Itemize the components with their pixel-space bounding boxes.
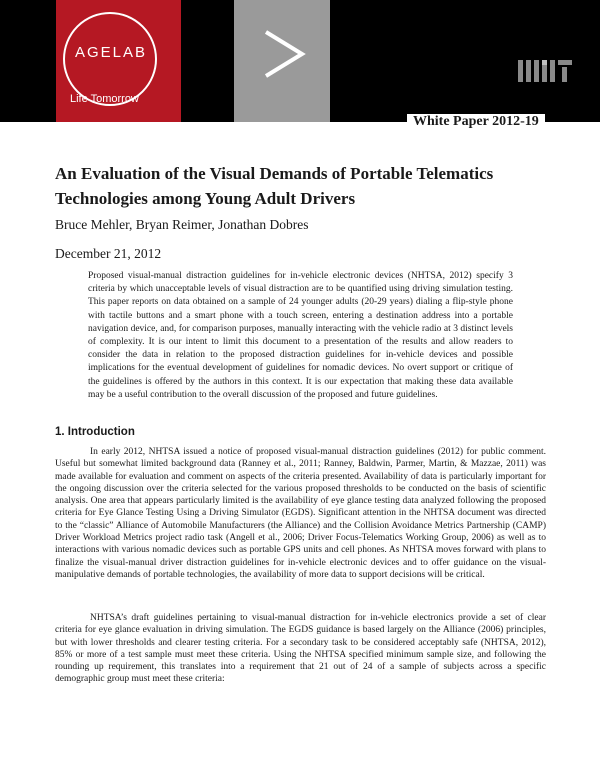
paper-title: An Evaluation of the Visual Demands of Portable Telematics Technologies among Young Adult Drivers <box>55 164 494 208</box>
arrow-panel <box>234 0 330 122</box>
chevron-right-icon <box>262 28 306 80</box>
abstract: Proposed visual-manual distraction guidelines for in-vehicle electronic devices (NHTSA, 2012) specify 3 criteria by which unacceptable levels of visual distraction are to be quantified using driving simulation testing. This paper reports on data obtained on a sample of 24 younger adults (20-29 years) dialing a flip-style phone with tactile buttons and a smart phone with a touch screen, entering a destination address into a portable navigation device, and, for comparison purposes, manually interacting with the vehicle radio at 3 distinct levels of complexity. It is our intent to limit this document to a presentation of the results and allow readers to consider the data in relation to the proposed distraction guidelines for in-vehicle devices and possible implications for the eventual development of guidelines for nomadic devices. No overt support or critique of the guidelines is offered by the authors in this context. It is our expectation that making these data available may be a useful contribution to the overall discussion of the proposed and future guidelines. <box>88 271 513 400</box>
agelab-logo <box>56 0 181 122</box>
logo-tagline: Life Tomorrow <box>70 93 139 105</box>
introduction-paragraph-1: In early 2012, NHTSA issued a notice of proposed visual-manual distraction guidelines (2012) for public comment. Useful but somewhat limited background data (Ranney et al., 2011; Ranney, Baldwin, Parmer, Martin, & Mazzae, 2011) was made available for evaluation and comment on aspects of the criteria presented. Availability of data is particularly important for the ongoing discussion over the criteria selected for the various proposed thresholds to be conducted on the basis of scientific analysis. One area that appears particularly limited is the availability of eye glance testing data analyzed following the proposed criteria for Eye Glance Testing Using a Driving Simulator (EGDS). Significant attention in the NHTSA document was directed to the “classic” Alliance of Automobile Manufacturers (the Alliance) and the Collision Avoidance Metrics Partnership (CAMP) Driver Workload Metrics project radio task (Angell et al., 2006; Driver Focus-Telematics Working Group, 2006) as well as to interactions with various nomadic devices such as portable GPS units and cell phones. As NHTSA moves forward with plans to finalize the visual-manual driver distraction guidelines for in-vehicle electronic devices and to offer guidance on the visual-manipulative demands of portable technologies, the availability of more data to support decisions will be critical. <box>55 447 546 580</box>
section-heading-introduction: 1. Introduction <box>55 426 135 438</box>
authors: Bruce Mehler, Bryan Reimer, Jonathan Dobres <box>55 217 309 232</box>
white-paper-number: White Paper 2012-19 <box>407 114 545 130</box>
header-banner <box>0 0 600 122</box>
introduction-paragraph-2: NHTSA’s draft guidelines pertaining to visual-manual distraction for in-vehicle electronics provide a set of clear criteria for eye glance evaluation in driving simulation. The EGDS guidance is based largely on the Alliance (2006) principles, but with lower thresholds and clearer testing criteria. For a secondary task to be considered acceptably safe (NHTSA, 2012), 85% or more of a test sample must meet these criteria. Using the NHTSA specified minimum sample size, and following the rounding up requirement, this translates into a requirement that 21 out of 24 of a sample of subjects across a specific demographic group must meet these criteria: <box>55 613 546 685</box>
mit-logo-icon <box>518 60 574 82</box>
logo-text: AGELAB <box>74 44 148 61</box>
publication-date: December 21, 2012 <box>55 246 162 261</box>
